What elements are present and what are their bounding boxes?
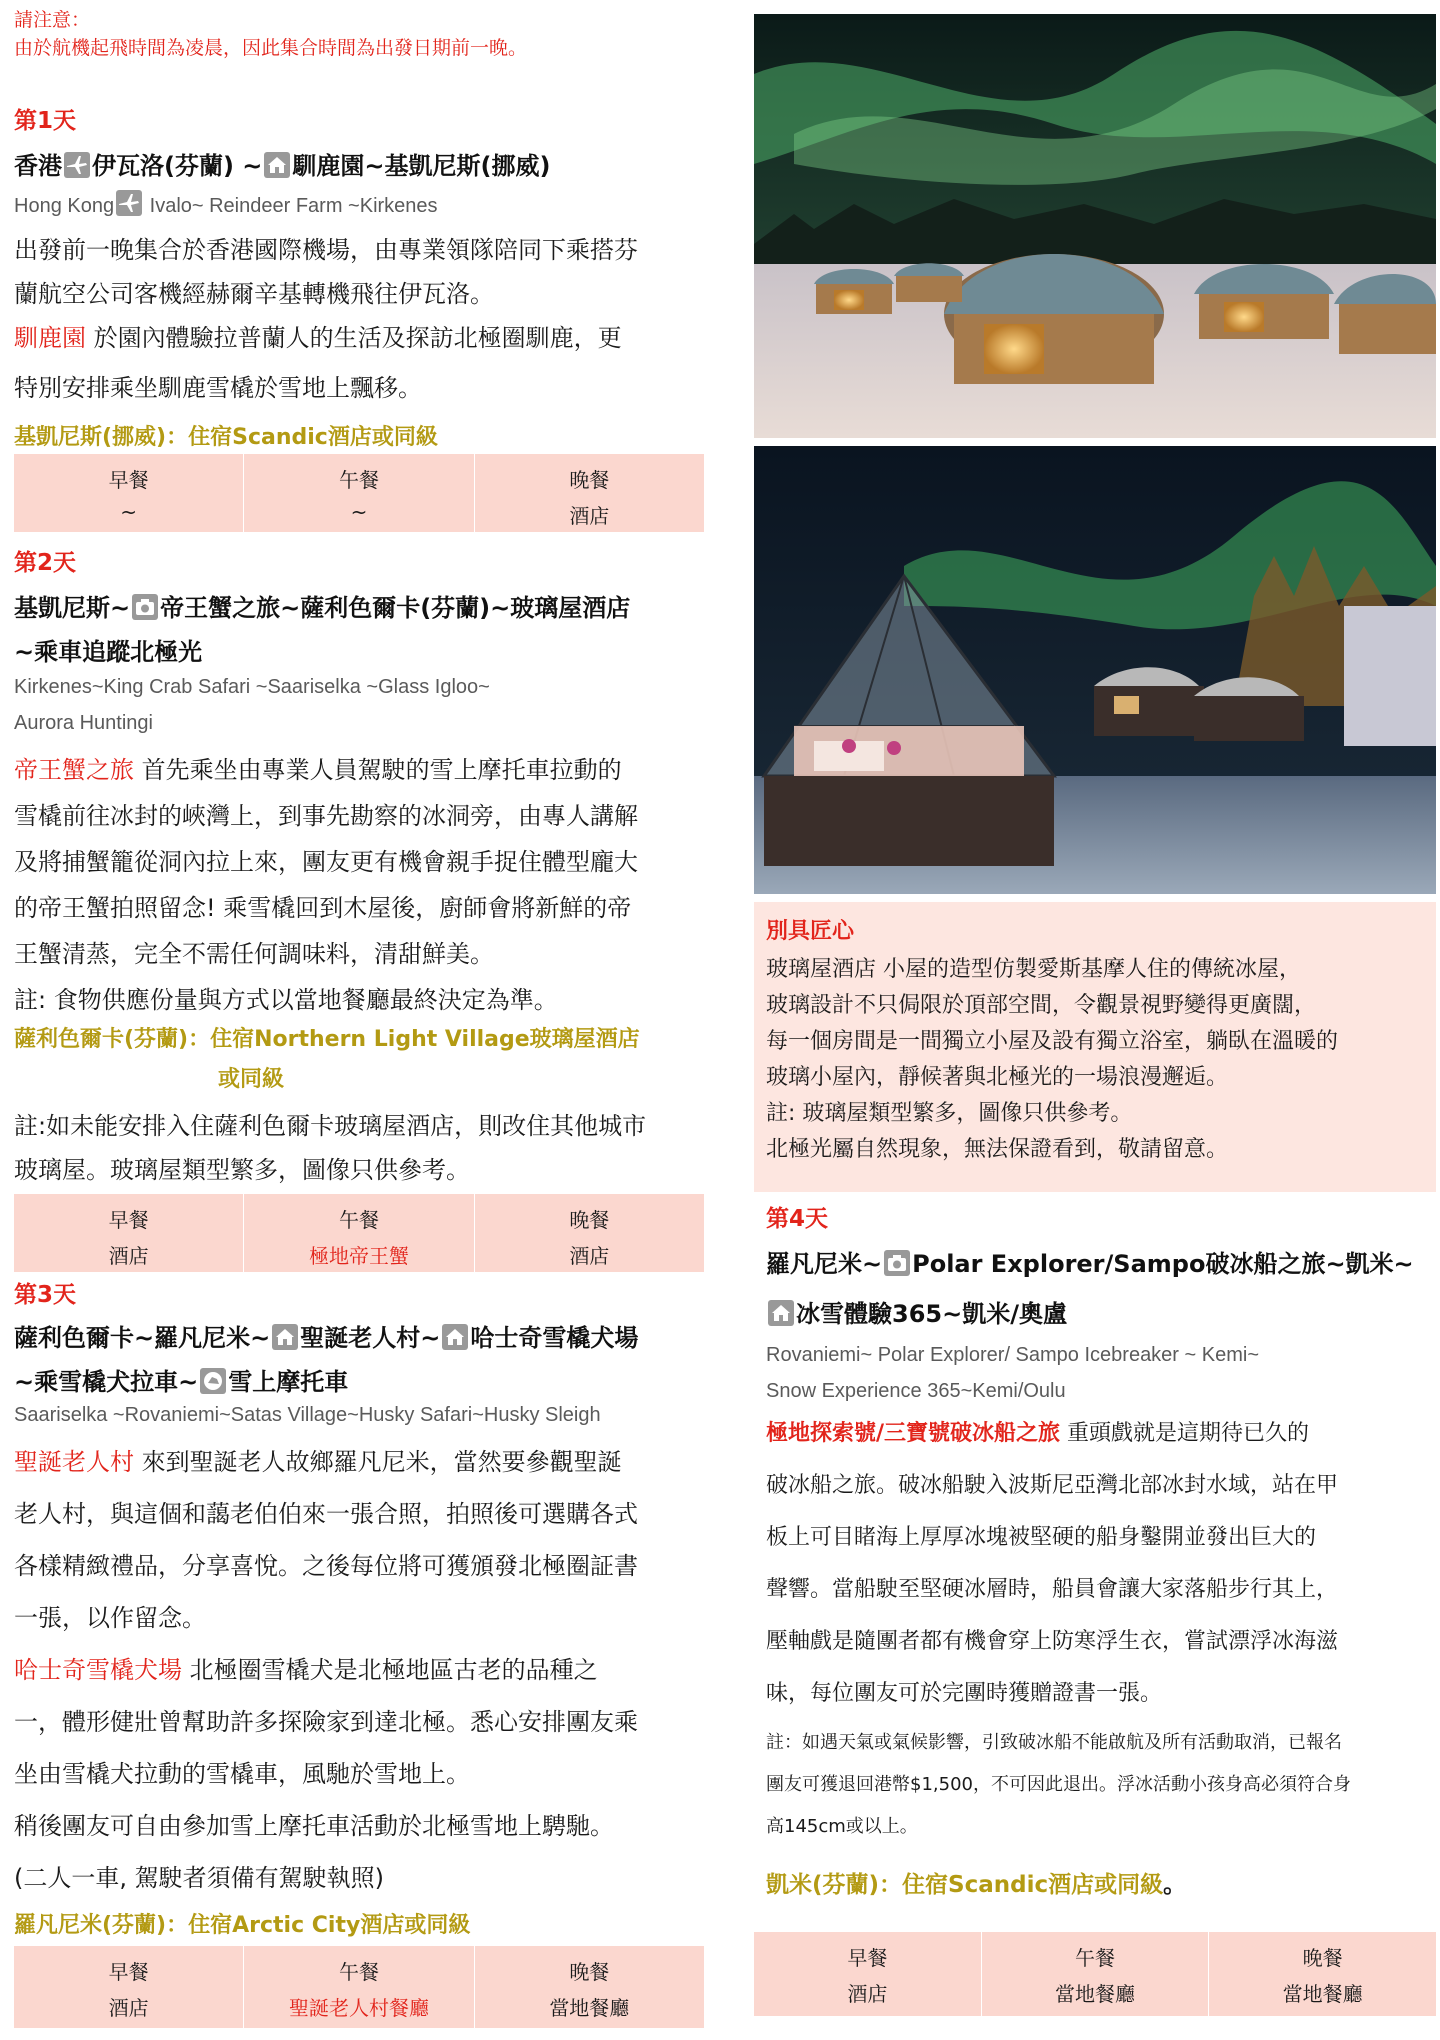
day3-hotel: 羅凡尼米(芬蘭)：住宿Arctic City酒店或同級	[14, 1913, 471, 1938]
meal-header: 午餐	[1075, 1946, 1115, 1970]
route-segment: 香港	[14, 152, 62, 180]
day1-english	[14, 190, 438, 218]
special-feature-callout	[754, 902, 1436, 1192]
breakfast-cell	[754, 1932, 982, 2016]
route-segment: Polar Explorer/Sampo破冰船之旅~凱米~	[912, 1250, 1414, 1278]
day3-body-line: (二人一車, 駕駛者須備有駕駛執照)	[14, 1864, 384, 1892]
dinner-cell	[475, 454, 704, 532]
day2-english-line: Aurora Huntingi	[14, 712, 153, 734]
highlight-king-crab: 帝王蟹之旅	[14, 756, 134, 784]
airplane-icon	[116, 190, 142, 216]
day2-route	[14, 588, 630, 623]
day3-body-line: 稍後團友可自由參加雪上摩托車活動於北極雪地上騁馳。	[14, 1812, 614, 1840]
day4-body-line: 壓軸戲是隨團者都有機會穿上防寒浮生衣，嘗試漂浮冰海滋	[766, 1629, 1339, 1654]
day1-body-line: 蘭航空公司客機經赫爾辛基轉機飛往伊瓦洛。	[14, 280, 494, 308]
meal-header: 午餐	[338, 468, 379, 492]
callout-line: 玻璃設計不只侷限於頂部空間，令觀景視野變得更廣闊，	[766, 993, 1317, 1018]
day3-route-line2	[14, 1362, 348, 1397]
meal-header: 午餐	[338, 1960, 379, 1984]
lunch-cell	[982, 1932, 1210, 2016]
day3-route	[14, 1318, 638, 1353]
day3-body-line: 一張，以作留念。	[14, 1604, 206, 1632]
highlight-icebreaker: 極地探索號/三寶號破冰船之旅	[766, 1421, 1061, 1446]
day3-body-line: 各樣精緻禮品，分享喜悅。之後每位將可獲頒發北極圈証書	[14, 1552, 638, 1580]
day4-english-line: Rovaniemi~ Polar Explorer/ Sampo Icebreaker ~ Kemi~	[766, 1344, 1260, 1366]
callout-line: 玻璃小屋內，靜候著與北極光的一場浪漫邂逅。	[766, 1065, 1229, 1090]
day4-note: 團友可獲退回港幣$1,500，不可因此退出。浮冰活動小孩身高必須符合身	[766, 1774, 1351, 1795]
meal-value: 酒店	[108, 1244, 149, 1268]
meal-value: 酒店	[847, 1982, 888, 2006]
meal-value: 當地餐廳	[549, 1996, 630, 2020]
route-segment: 哈士奇雪橇犬場	[470, 1324, 639, 1352]
route-segment: 薩利色爾卡~羅凡尼米~	[14, 1324, 271, 1352]
meal-value: ~	[120, 500, 138, 524]
day2-body-line: 雪橇前往冰封的峽灣上，到事先勘察的冰洞旁，由專人講解	[14, 802, 638, 830]
day3-label: 第3天	[14, 1282, 77, 1308]
meal-value: 當地餐廳	[1055, 1982, 1135, 2006]
snowmobile-icon	[200, 1368, 226, 1394]
home-icon	[272, 1324, 298, 1350]
route-segment: 馴鹿園~基凱尼斯(挪威)	[292, 152, 551, 180]
meal-value: 酒店	[108, 1996, 149, 2020]
english-segment: Hong Kong	[14, 195, 115, 217]
route-segment: 帝王蟹之旅~薩利色爾卡(芬蘭)~玻璃屋酒店	[160, 594, 631, 622]
day2-english-line: Kirkenes~King Crab Safari ~Saariselka ~Glass Igloo~	[14, 676, 490, 698]
day2-note: 註: 食物供應份量與方式以當地餐廳最終決定為準。	[14, 986, 558, 1014]
dinner-cell	[1209, 1932, 1436, 2016]
breakfast-cell	[14, 454, 244, 532]
callout-line: 每一個房間是一間獨立小屋及設有獨立浴室，躺臥在溫暖的	[766, 1029, 1339, 1054]
day1-hotel: 基凱尼斯(挪威)：住宿Scandic酒店或同級	[14, 425, 438, 450]
day3-english: Saariselka ~Rovaniemi~Satas Village~Husky Safari~Husky Sleigh	[14, 1404, 601, 1426]
lunch-cell	[244, 1946, 474, 2028]
day4-note: 高145cm或以上。	[766, 1816, 918, 1837]
route-segment: 羅凡尼米~	[766, 1250, 883, 1278]
lunch-cell	[244, 454, 474, 532]
day1-label: 第1天	[14, 108, 77, 134]
dinner-cell	[475, 1194, 704, 1272]
hotel-text: 凱米(芬蘭)：住宿Scandic酒店或同級	[766, 1872, 1164, 1898]
meal-header: 早餐	[108, 1208, 149, 1232]
day2-hotel: 薩利色爾卡(芬蘭)：住宿Northern Light Village玻璃屋酒店	[14, 1027, 640, 1052]
day3-body-line: 坐由雪橇犬拉動的雪橇車，風馳於雪地上。	[14, 1760, 470, 1788]
day2-body-line: 的帝王蟹拍照留念! 乘雪橇回到木屋後，廚師會將新鮮的帝	[14, 894, 632, 922]
meal-header: 晚餐	[569, 1960, 610, 1984]
airplane-icon	[64, 152, 90, 178]
meal-header: 晚餐	[569, 1208, 610, 1232]
glass-igloo-photo	[754, 446, 1436, 894]
day4-label: 第4天	[766, 1206, 829, 1232]
notice-text: 由於航機起飛時間為凌晨，因此集合時間為出發日期前一晚。	[14, 37, 528, 59]
body-text: 首先乘坐由專業人員駕駛的雪上摩托車拉動的	[134, 756, 622, 784]
day2-body-line: 王蟹清蒸，完全不需任何調味料，清甜鮮美。	[14, 940, 494, 968]
meal-value: ~	[350, 500, 368, 524]
day2-meals-table	[14, 1194, 704, 1272]
breakfast-cell	[14, 1946, 244, 2028]
day4-hotel	[766, 1866, 1186, 1899]
day1-meals-table	[14, 454, 704, 532]
day3-body-line: 一，體形健壯曾幫助許多探險家到達北極。悉心安排團友乘	[14, 1708, 638, 1736]
route-segment: 雪上摩托車	[228, 1368, 349, 1396]
route-segment: ~乘雪橇犬拉車~	[14, 1368, 199, 1396]
home-icon	[768, 1300, 794, 1326]
day3-meals-table	[14, 1946, 704, 2028]
english-segment: Ivalo~ Reindeer Farm ~Kirkenes	[144, 195, 438, 217]
route-segment: 冰雪體驗365~凱米/奧盧	[796, 1300, 1067, 1328]
day4-body-line: 味，每位團友可於完團時獲贈證書一張。	[766, 1681, 1163, 1706]
body-text: 於園內體驗拉普蘭人的生活及探訪北極圈馴鹿，更	[86, 324, 622, 352]
day2-hotel-line2: 或同級	[218, 1067, 285, 1092]
day3-body-line	[14, 1650, 598, 1685]
hotel-suffix: 。	[1163, 1872, 1187, 1898]
camera-icon	[884, 1250, 910, 1276]
callout-title: 別具匠心	[766, 919, 855, 944]
meal-header: 晚餐	[1302, 1946, 1343, 1970]
body-text: 來到聖誕老人故鄉羅凡尼米，當然要參觀聖誕	[134, 1448, 622, 1476]
meal-value: 酒店	[569, 504, 610, 528]
highlight-reindeer-farm: 馴鹿園	[14, 324, 86, 352]
route-segment: 基凱尼斯~	[14, 594, 131, 622]
highlight-husky-farm: 哈士奇雪橇犬場	[14, 1656, 182, 1684]
day3-body-line	[14, 1442, 622, 1477]
day4-body-line: 破冰船之旅。破冰船駛入波斯尼亞灣北部冰封水域，站在甲	[766, 1473, 1339, 1498]
day4-english-line: Snow Experience 365~Kemi/Oulu	[766, 1380, 1066, 1402]
body-text: 重頭戲就是這期待已久的	[1060, 1421, 1310, 1446]
day1-body-line: 特別安排乘坐馴鹿雪橇於雪地上飄移。	[14, 374, 422, 402]
day4-body-line: 板上可目睹海上厚厚冰塊被堅硬的船身鑿開並發出巨大的	[766, 1525, 1317, 1550]
meal-header: 午餐	[338, 1208, 379, 1232]
dinner-cell	[475, 1946, 704, 2028]
highlight-santa-village: 聖誕老人村	[14, 1448, 134, 1476]
day2-body-line: 及將捕蟹籠從洞內拉上來，團友更有機會親手捉住體型龐大	[14, 848, 638, 876]
callout-line: 玻璃屋酒店 小屋的造型仿製愛斯基摩人住的傳統冰屋，	[766, 957, 1301, 982]
day4-note: 註：如遇天氣或氣候影響，引致破冰船不能啟航及所有活動取消，已報名	[766, 1732, 1342, 1753]
meal-value: 極地帝王蟹	[308, 1244, 409, 1268]
callout-line: 註: 玻璃屋類型繁多，圖像只供參考。	[766, 1101, 1133, 1126]
day4-body-line	[766, 1416, 1309, 1447]
day4-meals-table	[754, 1932, 1436, 2016]
day1-route	[14, 146, 550, 181]
day1-body-line	[14, 318, 622, 353]
meal-header: 早餐	[108, 1960, 149, 1984]
aurora-igloo-village-photo	[754, 14, 1436, 438]
breakfast-cell	[14, 1194, 244, 1272]
day4-route	[766, 1244, 1414, 1279]
meal-header: 早餐	[847, 1946, 888, 1970]
home-icon	[264, 152, 290, 178]
day4-route-line2	[766, 1294, 1067, 1329]
route-segment: 伊瓦洛(芬蘭) ~	[92, 152, 263, 180]
notice-title: 請注意：	[14, 9, 91, 31]
day1-body-line: 出發前一晚集合於香港國際機場，由專業領隊陪同下乘搭芬	[14, 236, 638, 264]
lunch-cell	[244, 1194, 474, 1272]
body-text: 北極圈雪橇犬是北極地區古老的品種之	[182, 1656, 598, 1684]
camera-icon	[132, 594, 158, 620]
day2-note2: 註:如未能安排入住薩利色爾卡玻璃屋酒店，則改住其他城市	[14, 1112, 647, 1140]
meal-header: 晚餐	[569, 468, 610, 492]
day4-body-line: 聲響。當船駛至堅硬冰層時，船員會讓大家落船步行其上，	[766, 1577, 1339, 1602]
callout-line: 北極光屬自然現象，無法保證看到，敬請留意。	[766, 1137, 1229, 1162]
day3-body-line: 老人村，與這個和藹老伯伯來一張合照，拍照後可選購各式	[14, 1500, 638, 1528]
meal-value: 當地餐廳	[1282, 1982, 1363, 2006]
day2-label: 第2天	[14, 550, 77, 576]
day2-body-line	[14, 750, 622, 785]
route-segment: 聖誕老人村~	[300, 1324, 441, 1352]
home-icon	[442, 1324, 468, 1350]
day2-note2: 玻璃屋。玻璃屋類型繁多，圖像只供參考。	[14, 1156, 470, 1184]
meal-header: 早餐	[108, 468, 149, 492]
meal-value: 酒店	[569, 1244, 610, 1268]
day2-route-line2: ~乘車追蹤北極光	[14, 638, 203, 666]
meal-value: 聖誕老人村餐廳	[288, 1996, 429, 2020]
